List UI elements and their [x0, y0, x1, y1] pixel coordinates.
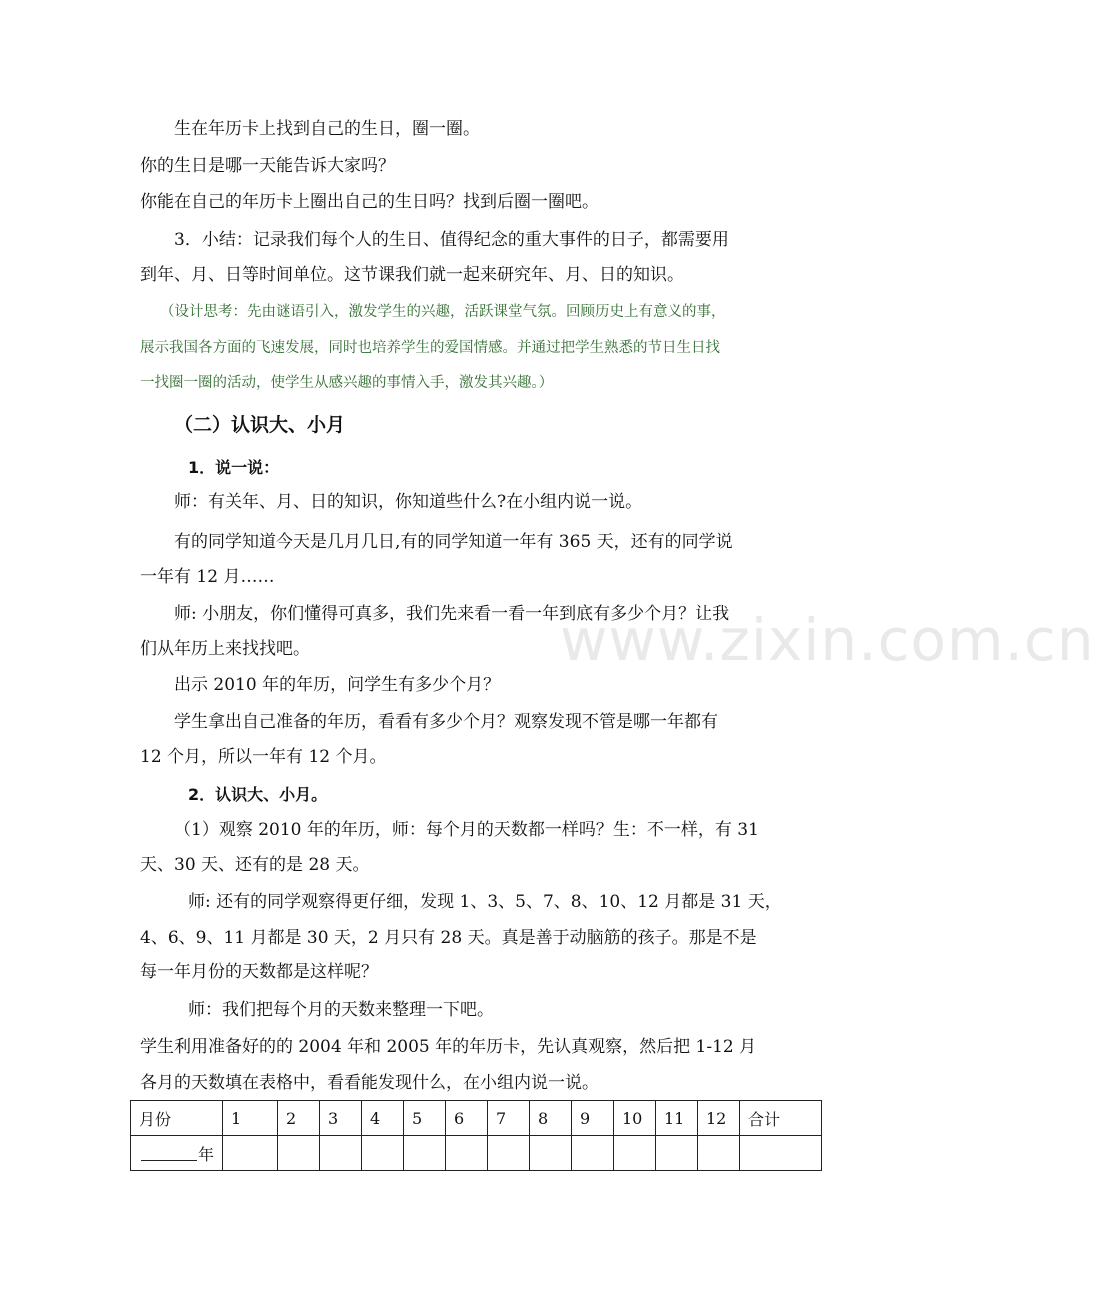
- watermark: www.zixin.com.cn: [560, 606, 1095, 674]
- table-cell[interactable]: [223, 1136, 278, 1171]
- paragraph-4: 出示 2010 年的年历，问学生有多少个月？: [174, 675, 501, 695]
- table-header-cell: 1: [223, 1101, 278, 1136]
- month-days-table: [130, 1100, 822, 1171]
- table-cell[interactable]: [572, 1136, 614, 1171]
- table-header-cell: 12: [698, 1101, 740, 1136]
- table-header-row: [131, 1101, 822, 1136]
- section-heading: （二）认识大、小月: [174, 414, 346, 436]
- year-label: 年: [197, 1145, 214, 1164]
- paragraph-9-line-1: 学生利用准备好的的 2004 年和 2005 年的年历卡，先认真观察，然后把 1-12 月: [140, 1037, 757, 1057]
- table-cell[interactable]: [488, 1136, 530, 1171]
- table-header-cell: 5: [404, 1101, 446, 1136]
- year-input-cell[interactable]: [131, 1136, 223, 1171]
- paragraph-5-line-2: 12 个月，所以一年有 12 个月。: [140, 747, 387, 767]
- table-header-cell: 3: [320, 1101, 362, 1136]
- paragraph-7-line-1: 师: 还有的同学观察得更仔细，发现 1、3、5、7、8、10、12 月都是 31 天，: [188, 892, 782, 912]
- summary-line-1: 3．小结：记录我们每个人的生日、值得纪念的重大事件的日子，都需要用: [174, 230, 729, 250]
- design-note-line-3: 一找圈一圈的活动，使学生从感兴趣的事情入手，激发其兴趣。）: [140, 375, 554, 391]
- paragraph-6-line-1: （1）观察 2010 年的年历，师：每个月的天数都一样吗？生：不一样，有 31: [174, 820, 759, 840]
- table-cell[interactable]: [698, 1136, 740, 1171]
- table-header-cell: 7: [488, 1101, 530, 1136]
- table-cell[interactable]: [362, 1136, 404, 1171]
- paragraph-8: 师：我们把每个月的天数来整理一下吧。: [188, 1000, 494, 1020]
- table-header-cell: 8: [530, 1101, 572, 1136]
- table-header-cell: 9: [572, 1101, 614, 1136]
- table-cell[interactable]: [530, 1136, 572, 1171]
- paragraph-2-line-1: 有的同学知道今天是几月几日,有的同学知道一年有 365 天，还有的同学说: [174, 532, 733, 552]
- table-cell[interactable]: [656, 1136, 698, 1171]
- table-header-cell: 6: [446, 1101, 488, 1136]
- table-header-cell: 2: [278, 1101, 320, 1136]
- paragraph-3-line-1: 师: 小朋友，你们懂得可真多，我们先来看一看一年到底有多少个月？让我: [174, 604, 730, 624]
- intro-line-3: 你能在自己的年历卡上圈出自己的生日吗？找到后圈一圈吧。: [140, 192, 599, 212]
- summary-line-2: 到年、月、日等时间单位。这节课我们就一起来研究年、月、日的知识。: [140, 265, 684, 285]
- paragraph-6-line-2: 天、30 天、还有的是 28 天。: [140, 855, 370, 875]
- paragraph-7-line-3: 每一年月份的天数都是这样呢？: [140, 962, 378, 982]
- table-header-cell: 10: [614, 1101, 656, 1136]
- paragraph-7-line-2: 4、6、9、11 月都是 30 天，2 月只有 28 天。真是善于动脑筋的孩子。那是不是: [140, 928, 757, 948]
- table-cell[interactable]: [446, 1136, 488, 1171]
- subheading-2: 2．认识大、小月。: [188, 785, 328, 804]
- table-cell[interactable]: [740, 1136, 822, 1171]
- paragraph-1: 师：有关年、月、日的知识，你知道些什么?在小组内说一说。: [174, 492, 643, 512]
- table-cell[interactable]: [320, 1136, 362, 1171]
- table-header-cell: 11: [656, 1101, 698, 1136]
- paragraph-9-line-2: 各月的天数填在表格中，看看能发现什么，在小组内说一说。: [140, 1073, 599, 1093]
- paragraph-5-line-1: 学生拿出自己准备的年历，看看有多少个月？观察发现不管是哪一年都有: [174, 712, 718, 732]
- table-cell[interactable]: [404, 1136, 446, 1171]
- table-cell[interactable]: [614, 1136, 656, 1171]
- table-row: [131, 1136, 822, 1171]
- design-note-line-1: （设计思考：先由谜语引入，激发学生的兴趣，活跃课堂气氛。回顾历史上有意义的事，: [160, 304, 726, 320]
- intro-line-1: 生在年历卡上找到自己的生日，圈一圈。: [174, 119, 480, 139]
- subheading-1: 1．说一说：: [188, 458, 280, 477]
- table-header-cell: 月份: [131, 1101, 223, 1136]
- paragraph-3-line-2: 们从年历上来找找吧。: [140, 639, 310, 659]
- year-blank-line: [141, 1160, 197, 1161]
- table-header-cell: 4: [362, 1101, 404, 1136]
- intro-line-2: 你的生日是哪一天能告诉大家吗？: [140, 156, 395, 176]
- design-note-line-2: 展示我国各方面的飞速发展，同时也培养学生的爱国情感。并通过把学生熟悉的节日生日找: [140, 340, 720, 356]
- table-header-cell: 合计: [740, 1101, 822, 1136]
- table-cell[interactable]: [278, 1136, 320, 1171]
- paragraph-2-line-2: 一年有 12 月……: [140, 567, 275, 587]
